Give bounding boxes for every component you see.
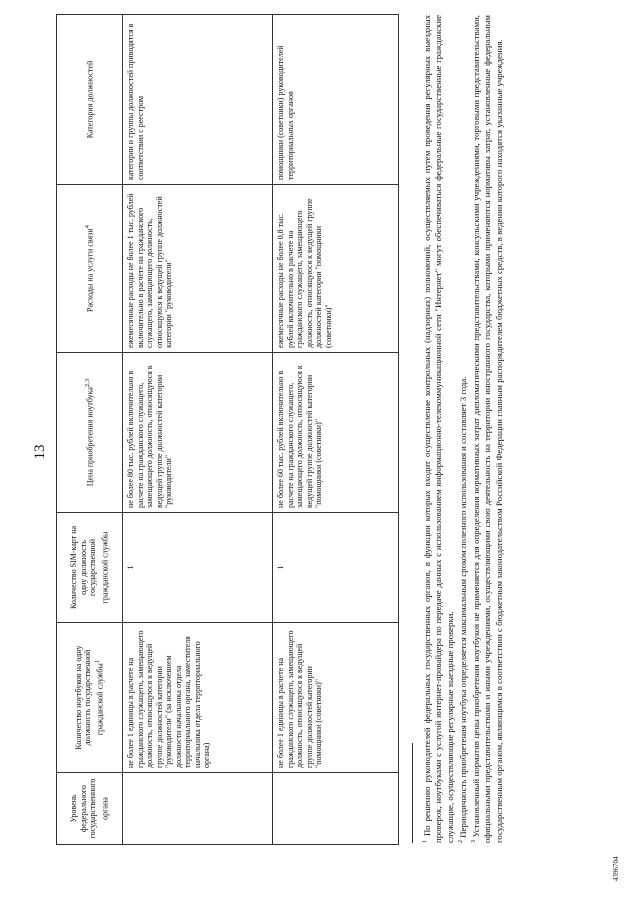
header-laptop-price: Цена приобретения ноутбука$^{2,3}$ [57,353,123,513]
norms-table [56,14,399,845]
header-position-category: Категория должностей [57,15,123,185]
table-cell: не более 1 единицы в расчете на гражданского служащего, замещающего должность, относящуюся к ведущей группе должностей категории "руководители" (за исключением должности начальника отдела территориального органа, заместителя начальника отдела территориального органа) [123,623,273,773]
document-code: 4396704 [612,856,620,881]
table-row [123,15,273,845]
footnotes [412,15,505,843]
table-cell: 1 [273,513,399,623]
header-level: Уровень федерального государственного органа [57,773,123,845]
table-cell: не более 1 единицы в расчете на гражданского служащего, замещающего должность, относящуюся к ведущей группе должностей категории "помощники (советники)" [273,623,399,773]
table-cell: ежемесячные расходы не более 1 тыс. рублей включительно в расчете на гражданского служащего, замещающего должность, относящуюся к ведущей группе должностей категории "руководители" [123,185,273,353]
footnote-2: $^2$ Периодичность приобретения ноутбука определяется максимальным сроком полезного использования и составляет 3 года. [457,376,468,843]
table-cell: помощники (советники) руководителей территориальных органов [273,15,399,185]
table-cell [123,773,273,845]
header-communication-costs: Расходы на услуги связи$^4$ [57,185,123,353]
table-cell [273,773,399,845]
table-cell: не более 60 тыс. рублей включительно в расчете на гражданского служащего, замещающего должность, относящуюся к ведущей группе должностей категории "помощники (советники)" [273,353,399,513]
page-number: 13 [32,444,48,460]
header-sim-count: Количество SIM-карт на одну должность государственной гражданской службы [57,513,123,623]
table-cell: категории и группы должностей приводятся в соответствии с реестром [123,15,273,185]
header-laptop-count: Количество ноутбуков на одну должность государственной гражданской службы$^1$ [57,623,123,773]
footnote-divider [412,743,413,843]
table-header-row [57,15,123,845]
table-cell: не более 80 тыс. рублей включительно в расчете на гражданского служащего, замещающего должность, относящуюся к ведущей группе должностей категории "руководители" [123,353,273,513]
footnote-1: $^1$ По решению руководителей федеральных государственных органов, в функции которых входит осуществление контрольных (надзорных) полномочий, осуществляемых путем проведения регулярных выездных проверок, ноутбуками с услугой интернет-провайдера по передаче данных с использованием информационно-телекоммуникационной сети "Интернет" могут обеспечиваться федеральные государственные гражданские служащие, осуществляющие регулярные выездные проверки. [421,14,455,843]
table-row [273,15,399,845]
table-cell: 1 [123,513,273,623]
table-cell: ежемесячные расходы не более 0,8 тыс. рублей включительно в расчете на гражданского служащего, замещающего должность, относящуюся к ведущей группе должностей категории "помощники (советники)" [273,185,399,353]
footnote-3: $^3$ Установленный норматив цены приобретения ноутбуков не применяется для определения нормативных затрат дипломатическими представительствами, консульскими учреждениями, торговыми представительствами, официальными представительствами и иными учреждениями, осуществляющими свою деятельность на территории иностранного государства, которыми применяются нормативы затрат, установленные федеральным государственным органом, являющимся в соответствии с бюджетным законодательством Российской Федерации главным распорядителем бюджетных средств, в ведении которого находятся указанные учреждения. [470,15,504,843]
